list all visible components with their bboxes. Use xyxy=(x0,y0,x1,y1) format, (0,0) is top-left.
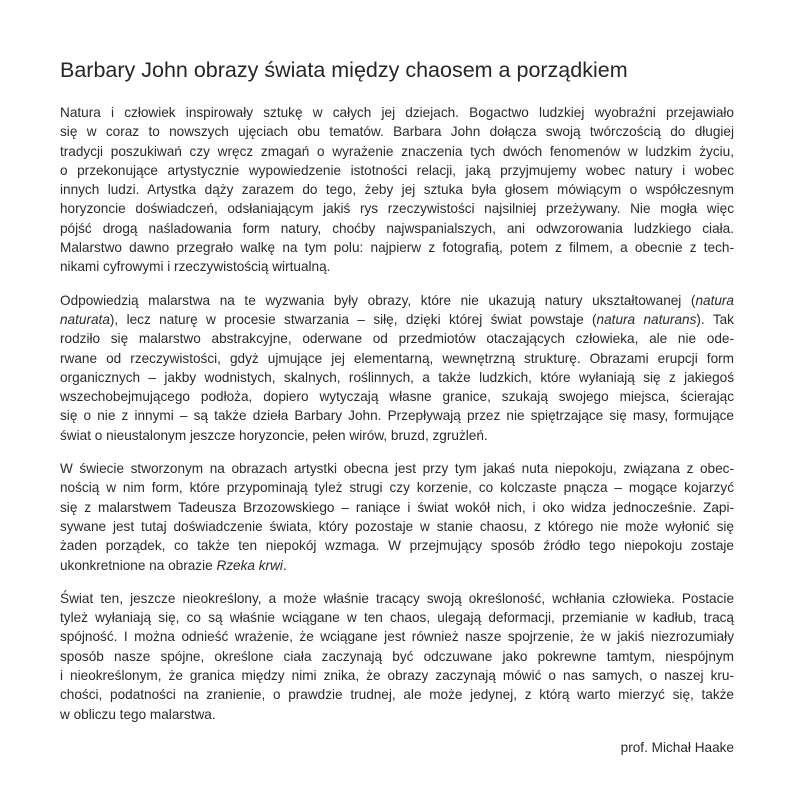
paragraph-line xyxy=(60,478,734,497)
text-run: horyzoncie doświadczeń, odsłaniającym jakiś rys rzeczywistości najsilniej przeżywany. Nie mogła więc xyxy=(60,201,734,217)
text-run: nikami cyfrowymi i rzeczywistością wirtualną. xyxy=(60,259,331,275)
text-run: chości, podatności na zranienie, o prawdzie trudnej, ale może jedynej, z którą warto mierzyć się, także xyxy=(60,687,734,703)
paragraph-line xyxy=(60,517,734,536)
document-title: Barbary John obrazy świata między chaosem a porządkiem xyxy=(60,58,628,82)
text-run: spójność. I można odnieść wrażenie, że wciągane jest również nasze spojrzenie, że w jakiś niezrozumiały xyxy=(60,629,734,645)
author-signature: prof. Michał Haake xyxy=(620,739,734,755)
paragraph-line xyxy=(60,498,734,517)
paragraph-line xyxy=(60,349,734,368)
italic-text: natura xyxy=(695,292,734,308)
text-run: o przekonujące artystycznie wypowiedzenie istotności relacji, jaką przyjmujemy wobec natury i wobec xyxy=(60,162,734,178)
paragraph-line xyxy=(60,103,734,122)
text-run: Świat ten, jeszcze nieokreślony, a może właśnie tracący swoją określoność, wchłania człowieka. Postacie xyxy=(60,590,734,606)
text-run: się z malarstwem Tadeusza Brzozowskiego – raniące i świat wokół nich, i oko widza jednocześnie. Zapi- xyxy=(60,499,734,515)
document-body xyxy=(60,103,734,724)
body-paragraph xyxy=(60,291,734,445)
text-run: się o nie z innymi – są także dzieła Barbary John. Przepływają przez nie spiętrzające się masy, formujące xyxy=(60,408,734,424)
text-run: świat o nieustalonym jeszcze horyzoncie, pełen wirów, bruzd, zgrużleń. xyxy=(60,427,488,443)
text-run: tyleż wyłaniają się, co są właśnie wciągane w ten chaos, ulegają deformacji, przemianie w kadłub, tracą xyxy=(60,610,734,626)
paragraph-line xyxy=(60,387,734,406)
body-paragraph xyxy=(60,103,734,277)
italic-text: natura naturans xyxy=(596,311,697,327)
text-run: w obliczu tego malarstwa. xyxy=(60,706,216,722)
body-paragraph xyxy=(60,459,734,575)
paragraph-line xyxy=(60,180,734,199)
paragraph-line xyxy=(60,238,734,257)
paragraph-line xyxy=(60,556,734,575)
text-run: sywane jest tutaj doświadczenie świata, który pozostaje w stanie chaosu, z którego nie może wyłonić się xyxy=(60,518,734,534)
text-run: ), lecz naturę w procesie stwarzania – siłę, dzięki której świat powstaje ( xyxy=(109,311,597,327)
paragraph-line xyxy=(60,459,734,478)
text-run: . xyxy=(282,557,287,573)
text-run: innych ludzi. Artystka dąży zarazem do tego, żeby jej sztuka była głosem mówiącym o współczesnym xyxy=(60,182,734,198)
text-run: pójść drogą naśladowania form natury, choćby najwspanialszych, ani odwzorowania ludzkiego ciała. xyxy=(60,220,734,236)
paragraph-line xyxy=(60,666,734,685)
italic-text: Rzeka krwi xyxy=(216,557,283,573)
paragraph-line xyxy=(60,406,734,425)
text-run: i nieokreślonym, że granica między nimi znika, że obrazy zaczynają mówić o nas samych, o naszej kru- xyxy=(60,668,734,684)
paragraph-line xyxy=(60,627,734,646)
text-run: tradycji poszukiwań czy wręcz zmagań o wyrażenie znaczenia tych dwóch fenomenów w ludzkim życiu, xyxy=(60,143,734,159)
text-run: Natura i człowiek inspirowały sztukę w całych jej dziejach. Bogactwo ludzkiej wyobraźni przejawiało xyxy=(60,105,734,120)
paragraph-line xyxy=(60,122,734,141)
text-run: ukonkretnione na obrazie xyxy=(60,557,217,573)
text-run: Malarstwo dawno przegrało walkę na tym polu: najpierw z fotografią, potem z filmem, a obecnie z tech- xyxy=(60,240,734,256)
paragraph-line xyxy=(60,589,734,608)
paragraph-line xyxy=(60,310,734,329)
paragraph-line xyxy=(60,257,734,276)
paragraph-line xyxy=(60,329,734,348)
paragraph-line xyxy=(60,219,734,238)
text-run: się w coraz to nowszych ujęciach obu tematów. Barbara John dołącza swoją twórczością do długiej xyxy=(60,124,734,140)
italic-text: naturata xyxy=(60,311,110,327)
text-run: nością w nim form, które przypominają tyleż strugi czy korzenie, co kolczaste pnącza – mogące kojarzyć xyxy=(60,480,734,496)
text-run: ). Tak xyxy=(696,311,734,327)
text-run: Odpowiedzią malarstwa na te wyzwania były obrazy, które nie ukazują natury ukształtowanej ( xyxy=(60,292,696,308)
paragraph-line xyxy=(60,685,734,704)
text-run: rodziło się malarstwo abstrakcyjne, oderwane od przedmiotów otaczających człowieka, ale nie ode- xyxy=(60,331,734,347)
text-run: żaden porządek, co także ten niepokój wzmaga. W przejmujący sposób źródło tego niepokoju zostaje xyxy=(60,538,734,554)
paragraph-line xyxy=(60,536,734,555)
paragraph-line xyxy=(60,291,734,310)
document-page xyxy=(60,56,734,757)
body-paragraph xyxy=(60,589,734,724)
text-run: organicznych – jakby wodnistych, skalnych, roślinnych, a także ludzkich, które wyłaniają się z jakiegoś xyxy=(60,369,734,385)
paragraph-line xyxy=(60,426,734,445)
paragraph-line xyxy=(60,608,734,627)
text-run: sposób nasze spójne, określone ciała zaczynają być odczuwane jako pokrewne tamtym, niespójnym xyxy=(60,648,734,664)
text-run: rwane od rzeczywistości, gdyż ujmujące jej elementarną, wewnętrzną strukturę. Obrazami erupcji form xyxy=(60,350,734,366)
paragraph-line xyxy=(60,647,734,666)
paragraph-line xyxy=(60,199,734,218)
text-run: W świecie stworzonym na obrazach artystki obecna jest przy tym jakaś nuta niepokoju, związana z obec- xyxy=(60,461,734,477)
text-run: wszechobejmującego podłoża, dopiero wytyczają własne granice, szukają swojego miejsca, ścierając xyxy=(60,389,734,405)
paragraph-line xyxy=(60,161,734,180)
paragraph-line xyxy=(60,705,734,724)
paragraph-line xyxy=(60,142,734,161)
paragraph-line xyxy=(60,368,734,387)
